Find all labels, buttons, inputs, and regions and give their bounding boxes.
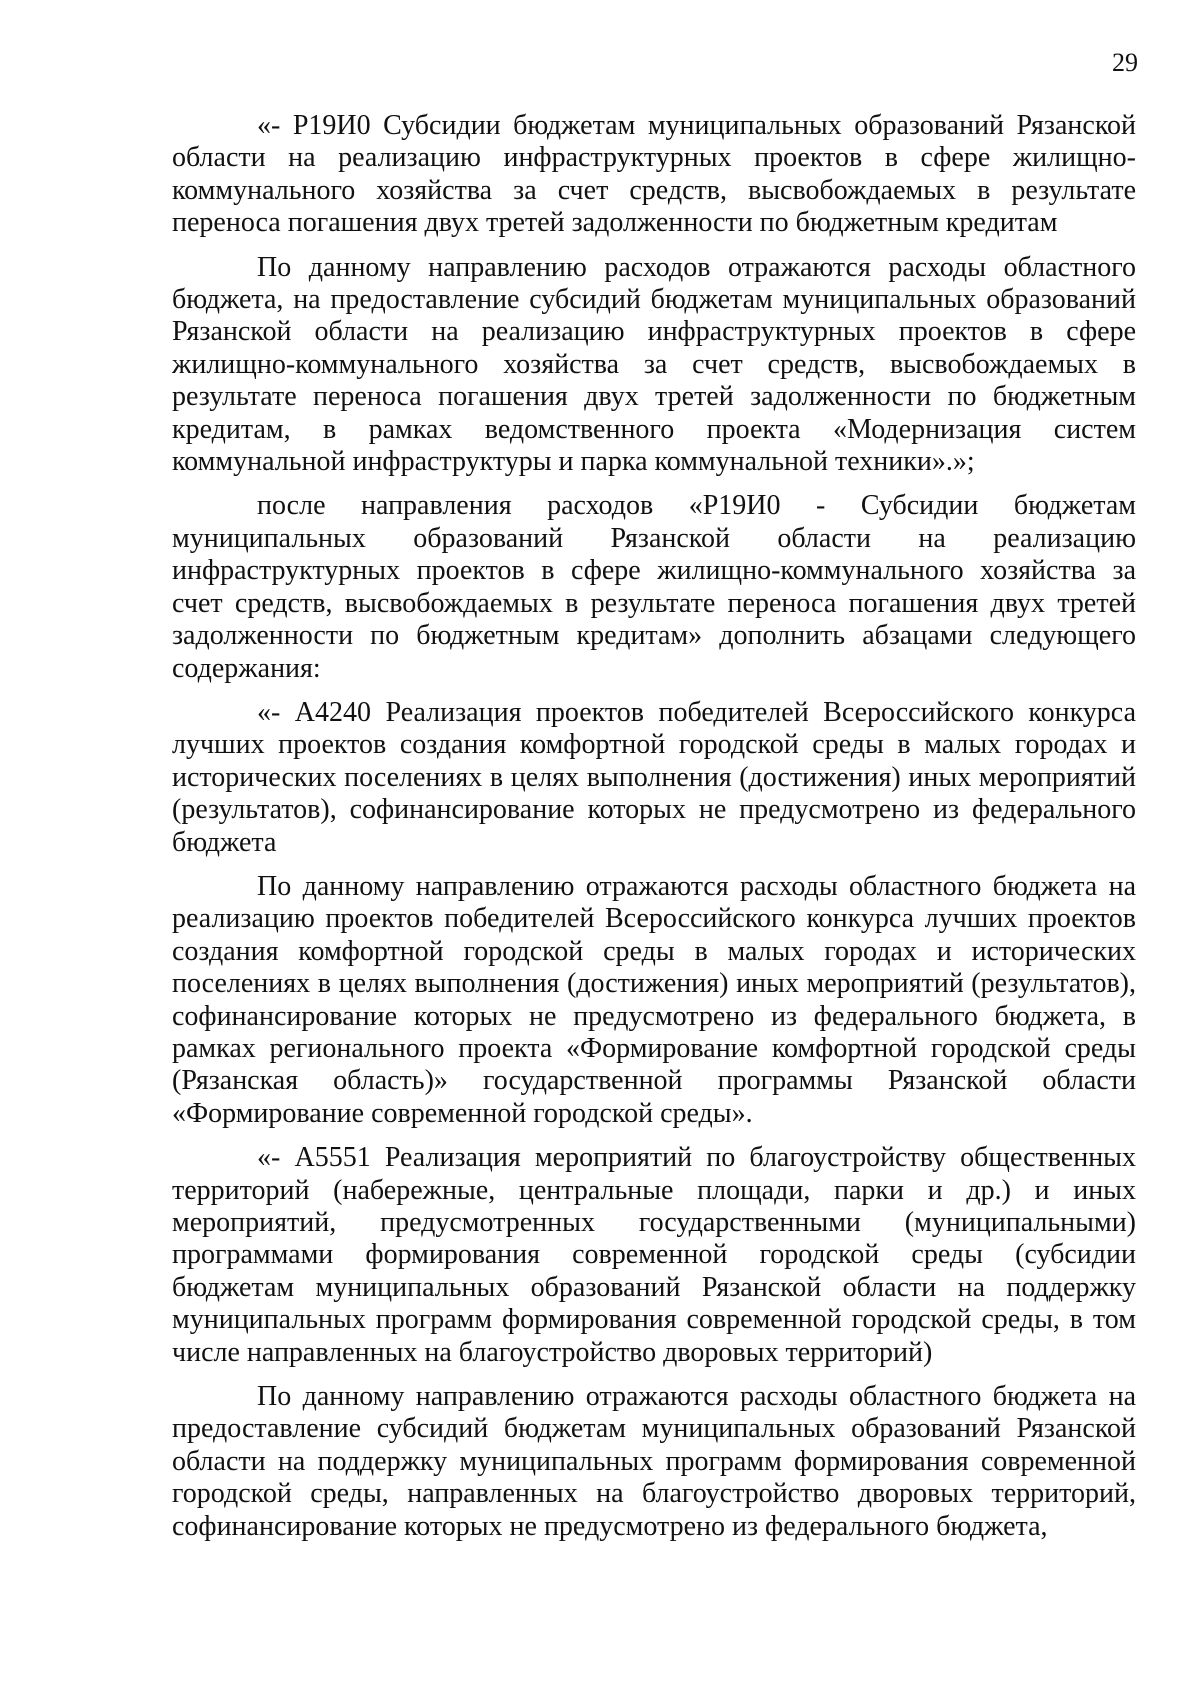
page-number: 29 [1112,48,1138,77]
paragraph-a4240-description: По данному направлению отражаются расходы областного бюджета на реализацию проектов победителей Всероссийского конкурса лучших проектов создания комфортной городской среды в малых городах и исторических поселениях в целях выполнения (достижения) иных мероприятий (результатов), софинансирование которых не предусмотрено из федерального бюджета, в рамках регионального проекта «Формирование комфортной городской среды (Рязанская область)» государственной программы Рязанской области «Формирование современной городской среды». [172,870,1136,1129]
paragraph-r19i0-description: По данному направлению расходов отражаются расходы областного бюджета, на предоставление субсидий бюджетам муниципальных образований Рязанской области на реализацию инфраструктурных проектов в сфере жилищно-коммунального хозяйства за счет средств, высвобождаемых в результате переноса погашения двух третей задолженности по бюджетным кредитам, в рамках ведомственного проекта «Модернизация систем коммунальной инфраструктуры и парка коммунальной техники».»; [172,251,1136,478]
paragraph-a5551-description: По данному направлению отражаются расходы областного бюджета на предоставление субсидий бюджетам муниципальных образований Рязанской области на поддержку муниципальных программ формирования современной городской среды, направленных на благоустройство дворовых территорий, софинансирование которых не предусмотрено из федерального бюджета, [172,1381,1136,1542]
paragraph-a4240-heading: «- А4240 Реализация проектов победителей Всероссийского конкурса лучших проектов создания комфортной городской среды в малых городах и исторических поселениях в целях выполнения (достижения) иных мероприятий (результатов), софинансирование которых не предусмотрено из федерального бюджета [172,696,1136,858]
paragraph-r19i0-heading: «- Р19И0 Субсидии бюджетам муниципальных образований Рязанской области на реализацию инфраструктурных проектов в сфере жилищно-коммунального хозяйства за счет средств, высвобождаемых в результате переноса погашения двух третей задолженности по бюджетным кредитам [172,110,1136,239]
paragraph-a5551-heading: «- А5551 Реализация мероприятий по благоустройству общественных территорий (набережные, центральные площади, парки и др.) и иных мероприятий, предусмотренных государственными (муниципальными) программами формирования современной городской среды (субсидии бюджетам муниципальных образований Рязанской области на поддержку муниципальных программ формирования современной городской среды, в том числе направленных на благоустройство дворовых территорий) [172,1142,1136,1368]
paragraph-amendment-instruction: после направления расходов «Р19И0 - Субсидии бюджетам муниципальных образований Рязанской области на реализацию инфраструктурных проектов в сфере жилищно-коммунального хозяйства за счет средств, высвобождаемых в результате переноса погашения двух третей задолженности по бюджетным кредитам» дополнить абзацами следующего содержания: [172,490,1136,684]
document-body [172,110,1136,1555]
